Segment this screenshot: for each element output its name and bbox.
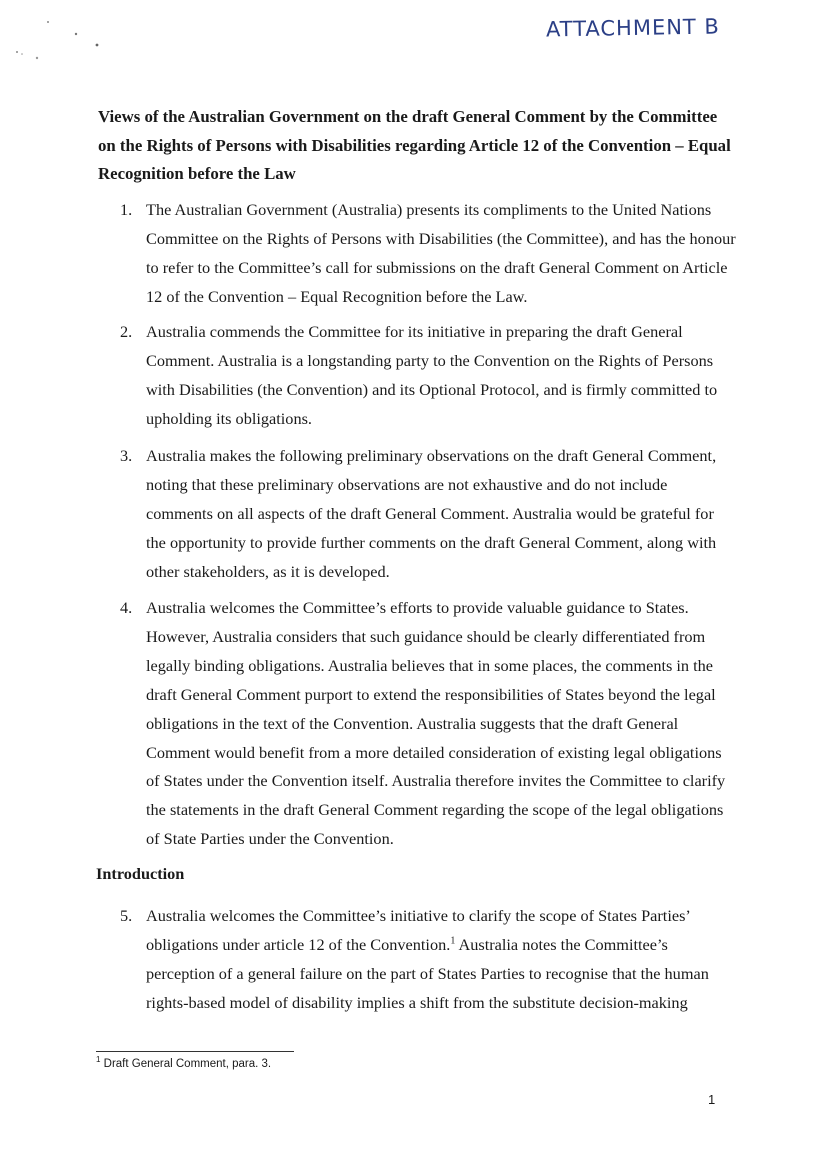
footnote-text: Draft General Comment, para. 3. — [103, 1058, 272, 1070]
document-title: Views of the Australian Government on the draft General Comment by the Committee on the Rights of Persons with Disabilities regarding Article 12 of the Convention – Equal Recognition before the Law — [98, 107, 731, 183]
paragraph-number: 2. — [120, 322, 133, 341]
page-number: 1 — [708, 1092, 716, 1107]
paragraph-text-continued: Australia notes the Committee’s perception of a general failure on the part of States Parties to recognise that the human rights-based model of disability implies a shift from the substitute decision-making — [146, 934, 709, 1012]
paragraph-2 — [120, 318, 736, 434]
paragraph-text: Australia makes the following preliminary observations on the draft General Comment, noting that these preliminary observations are not exhaustive and do not include comments on all aspects of the draft General Comment. Australia would be grateful for the opportunity to provide further comments on the draft General Comment, along with other stakeholders, as it is developed. — [146, 446, 717, 581]
footnote-separator — [96, 1051, 294, 1052]
paragraph-number: 5. — [120, 906, 133, 925]
paragraph-text: The Australian Government (Australia) presents its compliments to the United Nations Committee on the Rights of Persons with Disabilities (the Committee), and has the honour to refer to the Committee’s call for submissions on the draft General Comment on Article 12 of the Convention – Equal Recognition before the Law. — [146, 200, 736, 306]
footnote-reference[interactable]: 1 — [450, 935, 456, 947]
paragraph-text: Australia welcomes the Committee’s initiative to clarify the scope of States Parties’ obligations under article 12 of the Convention. — [146, 906, 690, 954]
paragraph-text: Australia welcomes the Committee’s efforts to provide valuable guidance to States. However, Australia considers that such guidance should be clearly differentiated from legally binding obligations. Australia believes that in some places, the comments in the draft General Comment purport to extend the responsibilities of States beyond the legal obligations in the text of the Convention. Australia suggests that the draft General Comment would benefit from a more detailed consideration of existing legal obligations of States under the Convention itself. Australia therefore invites the Committee to clarify the statements in the draft General Comment regarding the scope of the legal obligations of State Parties under the Convention. — [146, 598, 726, 849]
paragraph-4 — [120, 594, 736, 854]
paragraph-number: 3. — [120, 446, 133, 465]
paragraph-number: 1. — [120, 200, 133, 219]
footnote — [96, 1055, 272, 1070]
paragraph-number: 4. — [120, 598, 133, 617]
section-heading-introduction: Introduction — [96, 864, 185, 883]
paragraph-5 — [120, 902, 736, 1018]
paragraph-1 — [120, 196, 736, 312]
handwritten-attachment-annotation: ATTACHMENT B — [545, 14, 721, 42]
scan-specks — [0, 0, 140, 80]
paragraph-3 — [120, 442, 736, 587]
paragraph-text: Australia commends the Committee for its initiative in preparing the draft General Comment. Australia is a longstanding party to the Convention on the Rights of Persons with Disabilities (the Convention) and its Optional Protocol, and is firmly committed to upholding its obligations. — [146, 322, 718, 428]
footnote-number: 1 — [96, 1055, 101, 1065]
